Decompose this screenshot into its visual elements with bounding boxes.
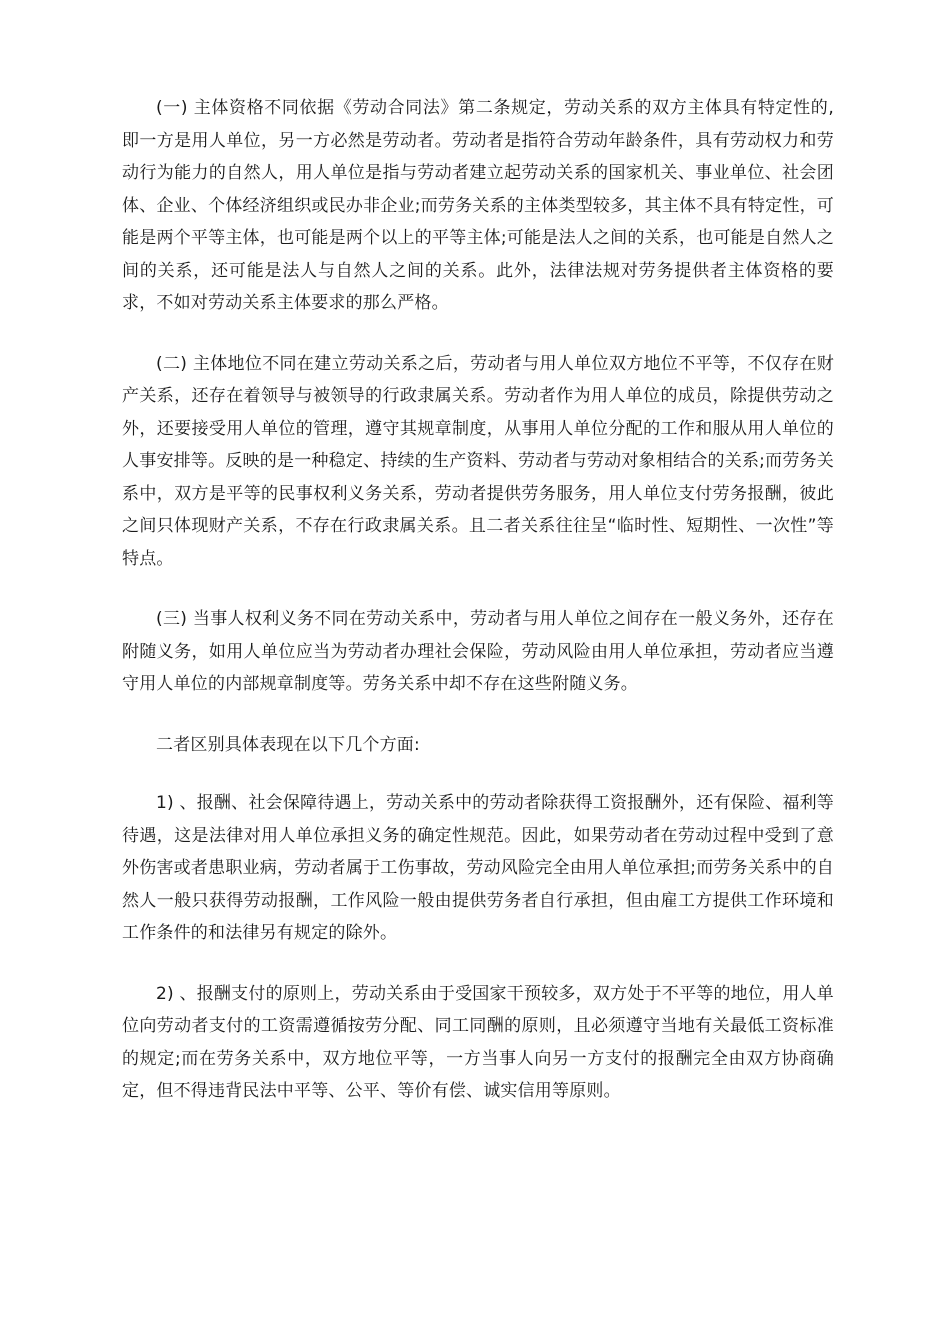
- paragraph-remuneration-insurance: 1) 、报酬、社会保障待遇上，劳动关系中的劳动者除获得工资报酬外，还有保险、福利等待遇，这是法律对用人单位承担义务的确定性规范。因此，如果劳动者在劳动过程中受到了意外伤害或者患职业病，劳动者属于工伤事故，劳动风险完全由用人单位承担;而劳务关系中的自然人一般只获得劳动报酬，工作风险一般由提供劳务者自行承担，但由雇工方提供工作环境和工作条件的和法律另有规定的除外。: [122, 793, 834, 943]
- paragraph-subject-qualification: (一) 主体资格不同依据《劳动合同法》第二条规定，劳动关系的双方主体具有特定性的, 即一方是用人单位，另一方必然是劳动者。劳动者是指符合劳动年龄条件，具有劳动权力和劳动行为能力的自然人，用人单位是指与劳动者建立起劳动关系的国家机关、事业单位、社会团体、企业、个体经济组织或民办非企业;而劳务关系的主体类型较多，其主体不具有特定性，可能是两个平等主体，也可能是两个以上的平等主体;可能是法人之间的关系，也可能是自然人之间的关系，还可能是法人与自然人之间的关系。此外，法律法规对劳务提供者主体资格的要求，不如对劳动关系主体要求的那么严格。: [122, 98, 834, 313]
- paragraph-rights-obligations: (三) 当事人权利义务不同在劳动关系中，劳动者与用人单位之间存在一般义务外，还存在附随义务，如用人单位应当为劳动者办理社会保险，劳动风险由用人单位承担，劳动者应当遵守用人单位的内部规章制度等。劳务关系中却不存在这些附随义务。: [122, 609, 834, 694]
- paragraph-subject-status: (二) 主体地位不同在建立劳动关系之后，劳动者与用人单位双方地位不平等，不仅存在财产关系，还存在着领导与被领导的行政隶属关系。劳动者作为用人单位的成员，除提供劳动之外，还要接受用人单位的管理，遵守其规章制度，从事用人单位分配的工作和服从用人单位的人事安排等。反映的是一种稳定、持续的生产资料、劳动者与劳动对象相结合的关系;而劳务关系中，双方是平等的民事权利义务关系，劳动者提供劳务服务，用人单位支付劳务报酬，彼此之间只体现财产关系，不存在行政隶属关系。且二者关系往往呈“临时性、短期性、一次性”等特点。: [122, 353, 834, 569]
- paragraph-payment-principles: 2) 、报酬支付的原则上，劳动关系由于受国家干预较多，双方处于不平等的地位，用人单位向劳动者支付的工资需遵循按劳分配、同工同酬的原则，且必须遵守当地有关最低工资标准的规定;而在劳务关系中，双方地位平等，一方当事人向另一方支付的报酬完全由双方协商确定，但不得违背民法中平等、公平、等价有偿、诚实信用等原则。: [122, 983, 834, 1101]
- document-body: [122, 92, 834, 1136]
- paragraph-differences-intro: 二者区别具体表现在以下几个方面:: [156, 734, 420, 755]
